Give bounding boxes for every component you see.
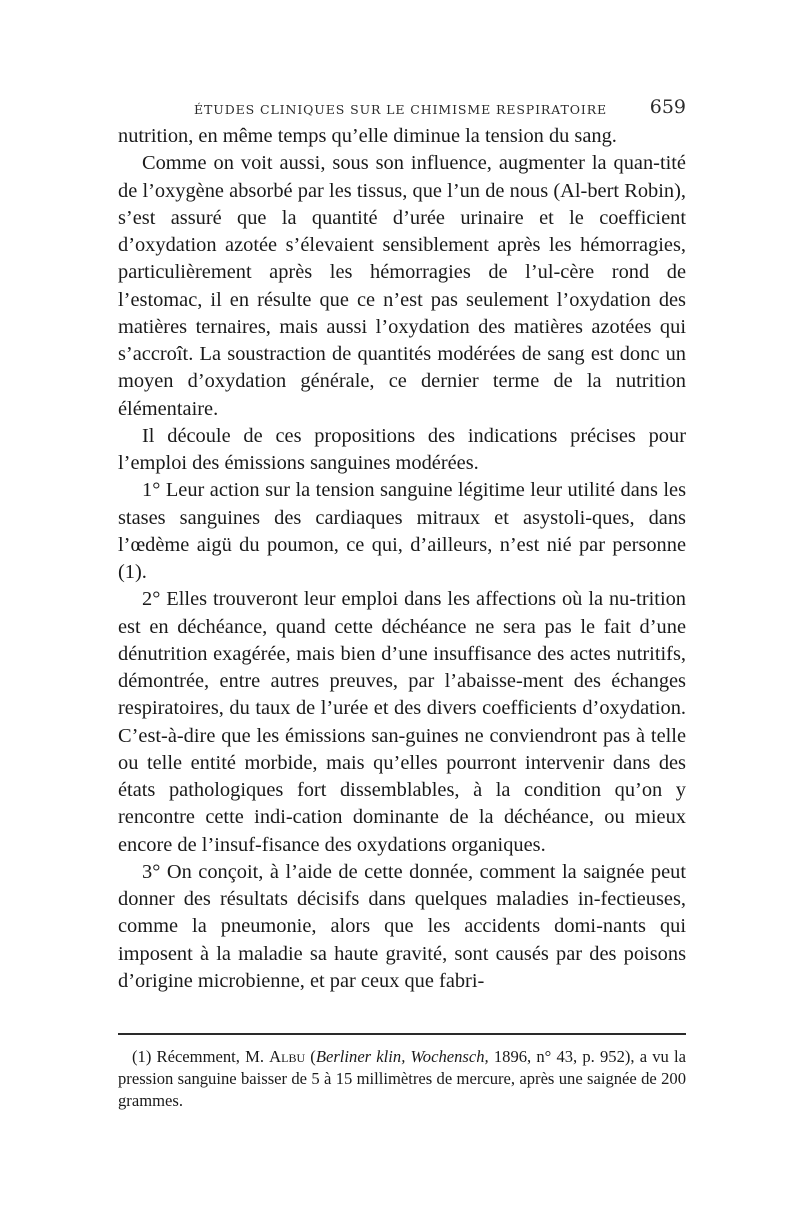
running-head [118,96,686,122]
paragraph-oxygen: Comme on voit aussi, sous son influence, augmenter la quan-tité de l’oxygène absorbé par les tissus, que l’un de nous (Al-bert Robin), s’est assuré que la quantité d’urée urinaire et le coefficient d’oxydation azotée s’élevaient sensiblement après les hémorragies, particulièrement après les hémorragies de l’ul-cère rond de l’estomac, il en résulte que ce n’est pas seulement l’oxydation des matières ternaires, mais aussi l’oxydation des matières azotées qui s’accroît. La soustraction de quantités modérées de sang est donc un moyen d’oxydation générale, ce dernier terme de la nutrition élémentaire. [118,152,686,420]
paragraph-point-3: 3° On conçoit, à l’aide de cette donnée, comment la saignée peut donner des résultats décisifs dans quelques maladies in-fectieuses, comme la pneumonie, alors que les accidents domi-nants qui imposent à la maladie sa haute gravité, sont causés par des poisons d’origine microbienne, et par ceux que fabri- [118,860,686,992]
footnote-lead: (1) Récemment, M. [132,1047,270,1066]
page-number: 659 [649,96,686,118]
footnote-rule [118,1033,686,1035]
footnote-author: Albu [269,1047,306,1066]
footnote-reference: 1896, n° 43, p. 952), a vu la pression sanguine baisser de 5 à 15 millimètres de mercure, après une saignée de 200 grammes. [118,1047,686,1110]
footnote [118,1046,686,1111]
paragraph-indications: Il découle de ces propositions des indications précises pour l’emploi des émissions sanguines modérées. [118,424,686,474]
footnote-journal: Berliner klin, Wochensch, [315,1047,489,1066]
paragraph-continuation: nutrition, en même temps qu’elle diminue la tension du sang. [118,125,617,147]
paragraph-point-1: 1° Leur action sur la tension sanguine légitime leur utilité dans les stases sanguines des cardiaques mitraux et asystoli-ques, dans l’œdème aigü du poumon, ce qui, d’ailleurs, n’est nié par personne (1). [118,479,686,583]
body-text [118,123,686,995]
paragraph-point-2: 2° Elles trouveront leur emploi dans les affections où la nu-trition est en déchéance, quand cette déchéance ne sera pas le fait d’une dénutrition exagérée, mais bien d’une insuffisance des actes nutritifs, démontrée, entre autres preuves, par l’abaisse-ment des échanges respiratoires, du taux de l’urée et des divers coefficients d’oxydation. C’est-à-dire que les émissions san-guines ne conviendront pas à telle ou telle entité morbide, mais qu’elles pourront intervenir dans des états pathologiques fort dissemblables, à la condition qu’on y rencontre cette indi-cation dominante de la déchéance, ou mieux encore de l’insuf-fisance des oxydations organiques. [118,588,686,856]
footnote-open-paren: ( [305,1047,316,1066]
running-title: ÉTUDES CLINIQUES SUR LE CHIMISME RESPIRATOIRE [194,102,608,117]
